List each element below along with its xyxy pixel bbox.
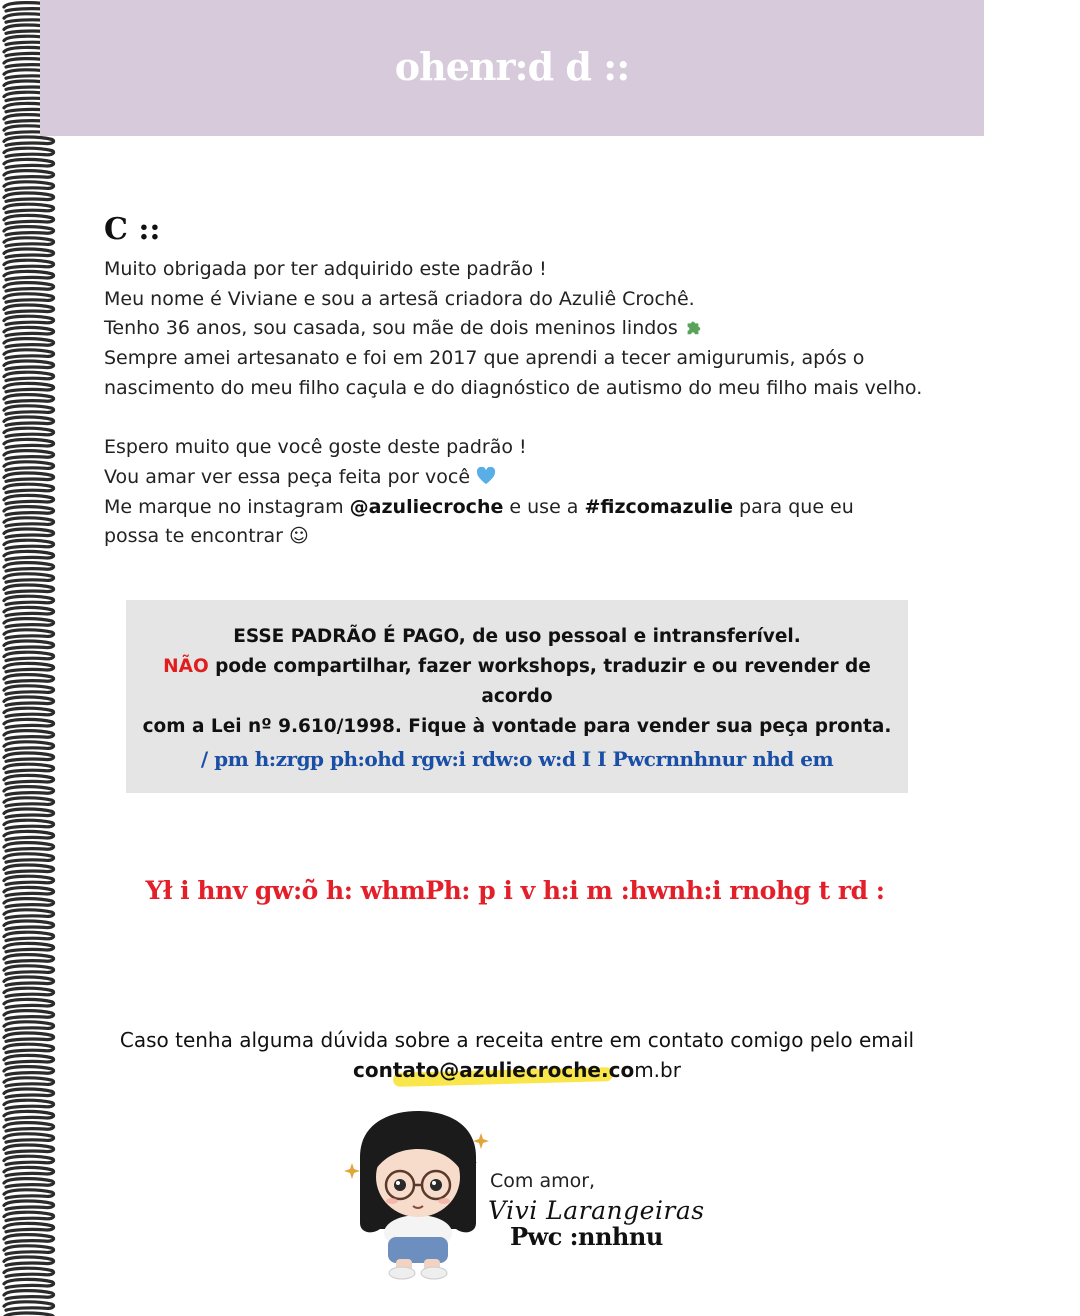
spiral-coil bbox=[4, 652, 54, 660]
spiral-coil bbox=[4, 339, 54, 347]
spiral-coil bbox=[4, 809, 54, 817]
header-title: ohenr:d d :: bbox=[394, 44, 630, 89]
spiral-coil bbox=[4, 675, 54, 683]
spiral-coil bbox=[4, 753, 54, 761]
intro-line bbox=[104, 463, 924, 493]
spiral-coil bbox=[4, 921, 54, 929]
spiral-coil bbox=[4, 820, 54, 828]
spiral-coil bbox=[4, 372, 54, 380]
spiral-coil bbox=[4, 484, 54, 492]
notice-line-2-rest: pode compartilhar, fazer workshops, traduzir e ou revender de acordo bbox=[208, 656, 871, 707]
spiral-coil bbox=[4, 204, 54, 212]
spiral-coil bbox=[4, 215, 54, 223]
contact-email-line bbox=[0, 1055, 1034, 1085]
email-wrap bbox=[353, 1055, 681, 1085]
signoff-greeting: Com amor, bbox=[490, 1170, 596, 1192]
spiral-coil bbox=[4, 182, 54, 190]
intro-line-text: Vou amar ver essa peça feita por você bbox=[104, 465, 471, 488]
spiral-coil bbox=[4, 383, 54, 391]
spiral-coil bbox=[4, 193, 54, 201]
notice-line-1: ESSE PADRÃO É PAGO, de uso pessoal e intransferível. bbox=[233, 626, 801, 647]
spiral-coil bbox=[4, 977, 54, 985]
intro-line-text: Tenho 36 anos, sou casada, sou mãe de dois meninos lindos bbox=[104, 317, 678, 340]
intro-line: Muito obrigada por ter adquirido este padrão ! bbox=[104, 258, 547, 280]
intro-line: possa te encontrar ☺ bbox=[104, 525, 309, 548]
spiral-coil bbox=[4, 1257, 54, 1265]
contact-line: Caso tenha alguma dúvida sobre a receita entre em contato comigo pelo email bbox=[119, 1028, 915, 1052]
spiral-coil bbox=[4, 1291, 54, 1299]
puzzle-icon bbox=[684, 318, 702, 336]
spiral-coil bbox=[4, 1302, 54, 1310]
email-link[interactable]: contato@azuliecroche.co bbox=[353, 1058, 635, 1082]
spiral-coil bbox=[4, 227, 54, 235]
intro-line: Espero muito que você goste deste padrão ! bbox=[104, 436, 527, 459]
notice-line-2 bbox=[126, 652, 908, 712]
spiral-coil bbox=[4, 663, 54, 671]
intro-line bbox=[104, 493, 924, 523]
spiral-coil bbox=[4, 596, 54, 604]
spiral-coil bbox=[4, 686, 54, 694]
notice-nao: NÃO bbox=[163, 656, 209, 677]
spiral-coil bbox=[4, 1167, 54, 1175]
spiral-coil bbox=[4, 1011, 54, 1019]
spiral-coil bbox=[4, 1123, 54, 1131]
spiral-coil bbox=[4, 619, 54, 627]
spiral-coil bbox=[4, 943, 54, 951]
red-warning-line: Ył i hnv gw:õ h: whmPh: p i v h:i m :hwnh:i rnohg t rd : bbox=[145, 876, 885, 905]
spiral-coil bbox=[4, 999, 54, 1007]
spiral-coil bbox=[4, 171, 54, 179]
spiral-coil bbox=[4, 406, 54, 414]
spiral-coil bbox=[4, 316, 54, 324]
spiral-coil bbox=[4, 988, 54, 996]
spiral-coil bbox=[4, 417, 54, 425]
spiral-coil bbox=[4, 641, 54, 649]
spiral-coil bbox=[4, 1212, 54, 1220]
spiral-coil bbox=[4, 327, 54, 335]
spiral-coil bbox=[4, 1179, 54, 1187]
spiral-coil bbox=[4, 775, 54, 783]
spiral-binding bbox=[0, 0, 62, 1316]
notice-box bbox=[126, 600, 908, 793]
intro-text bbox=[104, 255, 924, 552]
spiral-coil bbox=[4, 540, 54, 548]
spiral-coil bbox=[4, 1190, 54, 1198]
spiral-coil bbox=[4, 451, 54, 459]
spiral-coil bbox=[4, 831, 54, 839]
spiral-coil bbox=[4, 529, 54, 537]
spiral-coil bbox=[4, 271, 54, 279]
spiral-coil bbox=[4, 955, 54, 963]
spiral-coil bbox=[4, 350, 54, 358]
section-heading: C :: bbox=[104, 212, 161, 247]
notice-text bbox=[126, 622, 908, 742]
spiral-coil bbox=[4, 910, 54, 918]
intro-line: Meu nome é Viviane e sou a artesã criadora do Azuliê Crochê. bbox=[104, 287, 695, 310]
spiral-coil bbox=[4, 697, 54, 705]
spiral-coil bbox=[4, 148, 54, 156]
intro-line: Sempre amei artesanato e foi em 2017 que aprendi a tecer amigurumis, após o bbox=[104, 347, 865, 370]
spiral-coil bbox=[4, 395, 54, 403]
spiral-coil bbox=[4, 1223, 54, 1231]
spiral-coil bbox=[4, 764, 54, 772]
spiral-coil bbox=[4, 1235, 54, 1243]
spiral-coil bbox=[4, 1156, 54, 1164]
spiral-coil bbox=[4, 361, 54, 369]
instagram-prefix: Me marque no instagram bbox=[104, 495, 350, 518]
spiral-coil bbox=[4, 495, 54, 503]
spiral-coil bbox=[4, 473, 54, 481]
intro-line bbox=[104, 314, 924, 344]
spiral-coil bbox=[4, 574, 54, 582]
spiral-coil bbox=[4, 719, 54, 727]
spiral-coil bbox=[4, 854, 54, 862]
email-suffix[interactable]: m.br bbox=[634, 1058, 681, 1082]
signature: Vivi Larangeiras bbox=[488, 1196, 705, 1225]
spiral-coil bbox=[4, 1279, 54, 1287]
signature-subtitle: Pwc :nnhnu bbox=[510, 1222, 663, 1251]
notice-line-3: com a Lei nº 9.610/1998. Fique à vontade para vender sua peça pronta. bbox=[142, 716, 892, 737]
spiral-coil bbox=[4, 1134, 54, 1142]
spiral-coil bbox=[4, 159, 54, 167]
spiral-coil bbox=[4, 966, 54, 974]
header-band bbox=[40, 0, 984, 136]
spiral-coil bbox=[4, 439, 54, 447]
spiral-coil bbox=[4, 1268, 54, 1276]
spiral-coil bbox=[4, 518, 54, 526]
contact-section bbox=[0, 1025, 1034, 1085]
spiral-coil bbox=[4, 294, 54, 302]
spiral-coil bbox=[4, 1089, 54, 1097]
spiral-coil bbox=[4, 283, 54, 291]
instagram-suffix: para que eu bbox=[732, 495, 854, 518]
spiral-coil bbox=[4, 607, 54, 615]
spiral-coil bbox=[4, 507, 54, 515]
spiral-coil bbox=[4, 1111, 54, 1119]
spiral-coil bbox=[4, 843, 54, 851]
spiral-coil bbox=[4, 1201, 54, 1209]
spiral-coil bbox=[4, 787, 54, 795]
heart-icon bbox=[476, 467, 496, 485]
spiral-coil bbox=[4, 731, 54, 739]
spiral-coil bbox=[4, 249, 54, 257]
instagram-middle: e use a bbox=[503, 495, 585, 518]
spiral-coil bbox=[4, 1145, 54, 1153]
spiral-coil bbox=[4, 305, 54, 313]
notice-blue-line: / pm h:zrgp ph:ohd rgw:i rdw:o w:d I I Pwcrnnhnur nhd em bbox=[200, 747, 834, 771]
spiral-coil bbox=[4, 563, 54, 571]
spiral-coil bbox=[4, 238, 54, 246]
spiral-coil bbox=[4, 932, 54, 940]
spiral-coil bbox=[4, 462, 54, 470]
spiral-coil bbox=[4, 1100, 54, 1108]
intro-line: nascimento do meu filho caçula e do diagnóstico de autismo do meu filho mais velho. bbox=[104, 376, 923, 399]
spiral-coil bbox=[4, 585, 54, 593]
spiral-coil bbox=[4, 428, 54, 436]
spiral-coil bbox=[4, 137, 54, 145]
spiral-coil bbox=[4, 551, 54, 559]
spiral-coil bbox=[4, 742, 54, 750]
spiral-coil bbox=[4, 865, 54, 873]
spiral-coil bbox=[4, 1246, 54, 1254]
spiral-coil bbox=[4, 260, 54, 268]
avatar-illustration bbox=[338, 1105, 498, 1280]
spiral-coil bbox=[4, 708, 54, 716]
spiral-coil bbox=[4, 630, 54, 638]
spiral-coil bbox=[4, 798, 54, 806]
hashtag[interactable]: #fizcomazulie bbox=[584, 495, 733, 518]
instagram-handle[interactable]: @azuliecroche bbox=[349, 495, 504, 518]
